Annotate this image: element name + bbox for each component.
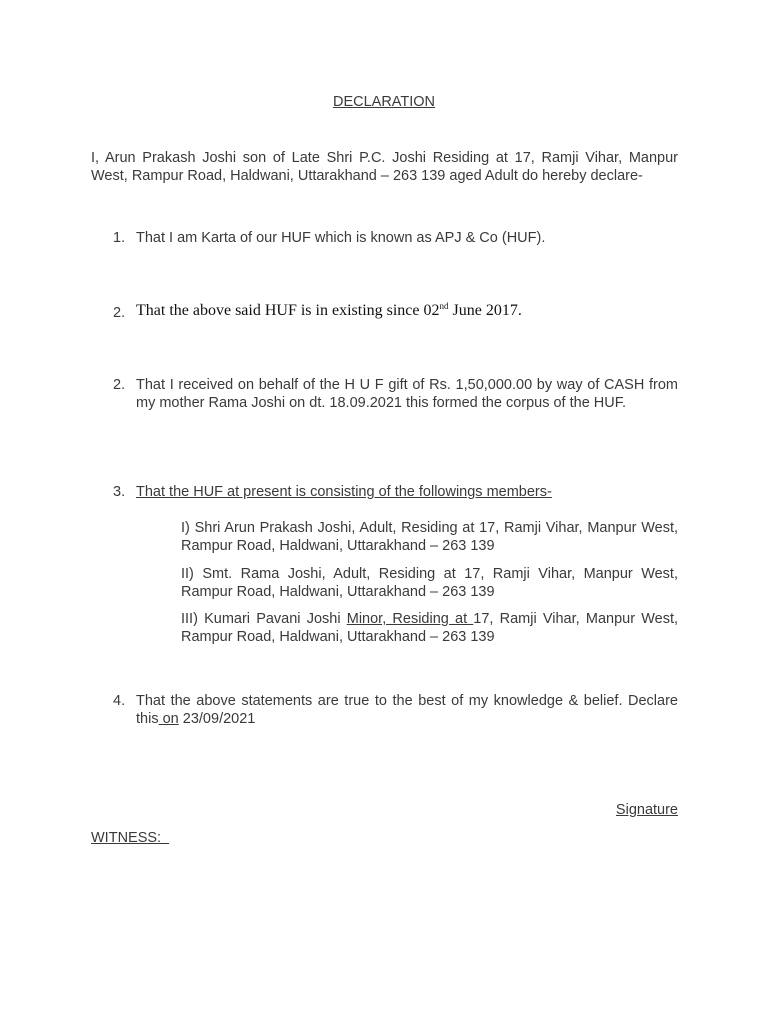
- member-underlined: Minor, Residing at: [346, 611, 474, 627]
- member-text-after: 17, Ramji Vihar, Manpur West, Rampur Road, Haldwani, Uttarakhand – 263 139: [181, 611, 678, 645]
- item-text: [136, 692, 678, 728]
- member-3: [181, 610, 678, 646]
- item-text-before: That the above said HUF is in existing since 02: [136, 302, 440, 319]
- witness-label: WITNESS:: [91, 830, 170, 846]
- item-number: 3.: [113, 484, 126, 500]
- item-number: 4.: [113, 693, 126, 709]
- item-number: 2.: [113, 305, 126, 321]
- member-2: II) Smt. Rama Joshi, Adult, Residing at 17, Ramji Vihar, Manpur West, Rampur Road, Haldwani, Uttarakhand – 263 139: [181, 566, 678, 600]
- item-underlined: on: [158, 711, 179, 727]
- item-text: [136, 302, 678, 320]
- item-number: 2.: [113, 377, 126, 393]
- intro-paragraph: I, Arun Prakash Joshi son of Late Shri P.C. Joshi Residing at 17, Ramji Vihar, Manpur West, Rampur Road, Haldwani, Uttarakhand – 263 139 aged Adult do hereby declare-: [91, 150, 678, 184]
- item-number: 1.: [113, 230, 126, 246]
- item-text: That I am Karta of our HUF which is known as APJ & Co (HUF).: [136, 230, 546, 246]
- item-superscript: nd: [439, 301, 449, 311]
- signature-label: Signature: [615, 802, 678, 818]
- member-1: I) Shri Arun Prakash Joshi, Adult, Residing at 17, Ramji Vihar, Manpur West, Rampur Road, Haldwani, Uttarakhand – 263 139: [181, 520, 678, 554]
- item-text: That the HUF at present is consisting of the followings members-: [136, 484, 552, 500]
- item-text-after: June 2017.: [448, 302, 522, 319]
- member-text-before: III) Kumari Pavani Joshi: [181, 611, 347, 627]
- document-title: DECLARATION: [332, 94, 436, 110]
- item-text-after: 23/09/2021: [178, 711, 256, 727]
- item-text-before: That the above statements are true to the best of my knowledge & belief. Declare this: [136, 693, 678, 727]
- item-text: That I received on behalf of the H U F gift of Rs. 1,50,000.00 by way of CASH from my mother Rama Joshi on dt. 18.09.2021 this formed the corpus of the HUF.: [136, 377, 678, 411]
